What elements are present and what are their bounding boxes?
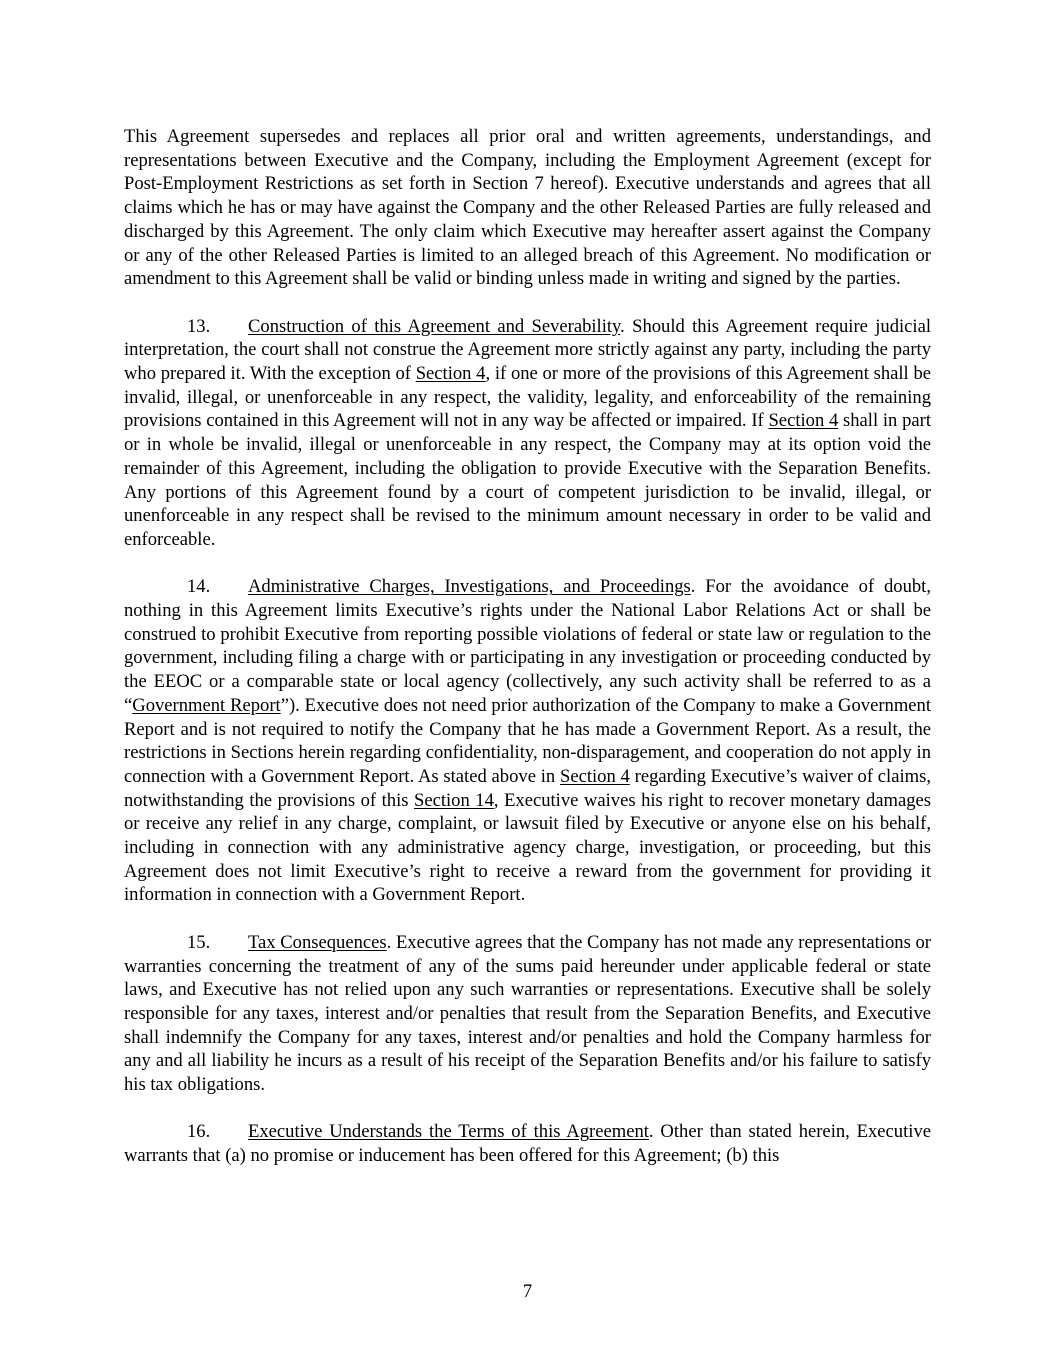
section-14-paragraph [124,575,931,907]
page-number: 7 [522,1281,533,1302]
intro-text: This Agreement supersedes and replaces all prior oral and written agreements, understandings, and representations between Executive and the Company, including the Employment Agreement (except for Post-Employment Restrictions as set forth in Section 7 hereof). Executive understands and agrees that all claims which he has or may have against the Company and the other Released Parties are fully released and discharged by this Agreement. The only claim which Executive may hereafter assert against the Company or any of the other Released Parties is limited to an alleged breach of this Agreement. No modification or amendment to this Agreement shall be valid or binding unless made in writing and signed by the parties. [124,126,931,290]
section-14-heading: Administrative Charges, Investigations, and Proceedings [248,576,691,598]
section-16-heading: Executive Understands the Terms of this Agreement [248,1121,649,1143]
section-15-text: . Executive agrees that the Company has not made any representations or warranties concerning the treatment of any of the sums paid hereunder under applicable federal or state laws, and Executive has not relied upon any such warranties or representations. Executive shall be solely responsible for any taxes, interest and/or penalties that result from the Separation Benefits, and Executive shall indemnify the Company for any taxes, interest and/or penalties and hold the Company harmless for any and all liability he incurs as a result of his receipt of the Separation Benefits and/or his failure to satisfy his tax obligations. [124,931,931,1096]
section-14-text: ”). Executive does not need prior authorization of the Company to make a Government Report and is not required to notify the Company that he has made a Government Report. As a result, the restrictions in Sections herein regarding confidentiality, non-disparagement, and cooperation do not apply in connection with a Government Report. As stated above in [124,694,931,787]
section-16-text: . Other than stated herein, Executive warrants that (a) no promise or inducement has been offered for this Agreement; (b) this [124,1121,931,1167]
section-16-paragraph [124,1120,931,1167]
section-15-paragraph [124,931,931,1097]
document-body [124,125,931,1192]
section-13-paragraph [124,315,931,552]
section-4-reference: Section 4 [559,765,630,787]
section-14-number: 14. [187,576,211,598]
section-15-number: 15. [187,931,211,953]
section-14-text: regarding Executive’s waiver of claims, notwithstanding the provisions of this [124,765,931,811]
section-13-text: shall in part or in whole be invalid, illegal or unenforceable in any respect, the Company may at its option void the remainder of this Agreement, including the obligation to provide Executive with the Separation Benefits. Any portions of this Agreement found by a court of competent jurisdiction to be invalid, illegal, or unenforceable in any respect shall be revised to the minimum amount necessary in order to be valid and enforceable. [124,410,931,550]
section-13-text: . Should this Agreement require judicial interpretation, the court shall not construe the Agreement more strictly against any party, including the party who prepared it. With the exception of [124,315,931,385]
government-report-term: Government Report [132,694,281,716]
section-13-number: 13. [187,315,211,337]
section-14-reference: Section 14 [414,789,494,811]
intro-paragraph [124,125,931,291]
section-14-text: . For the avoidance of doubt, nothing in this Agreement limits Executive’s rights under the National Labor Relations Act or shall be construed to prohibit Executive from reporting possible violations of federal or state law or regulation to the government, including filing a charge with or participating in any investigation or proceeding conducted by the EEOC or a comparable state or local agency (collectively, any such activity shall be referred to as a “ [124,576,931,716]
section-4-reference: Section 4 [768,410,839,432]
section-15-heading: Tax Consequences [248,931,387,953]
section-13-heading: Construction of this Agreement and Severability [248,315,621,337]
section-4-reference: Section 4 [415,363,486,385]
section-13-text: , if one or more of the provisions of this Agreement shall be invalid, illegal, or unenforceable in any respect, the validity, legality, and enforceability of the remaining provisions contained in this Agreement will not in any way be affected or impaired. If [124,363,932,432]
section-16-number: 16. [187,1121,211,1143]
section-14-text: , Executive waives his right to recover monetary damages or receive any relief in any charge, complaint, or lawsuit filed by Executive or anyone else on his behalf, including in connection with any administrative agency charge, investigation, or proceeding, but this Agreement does not limit Executive’s right to receive a reward from the government for providing it information in connection with a Government Report. [124,789,931,906]
